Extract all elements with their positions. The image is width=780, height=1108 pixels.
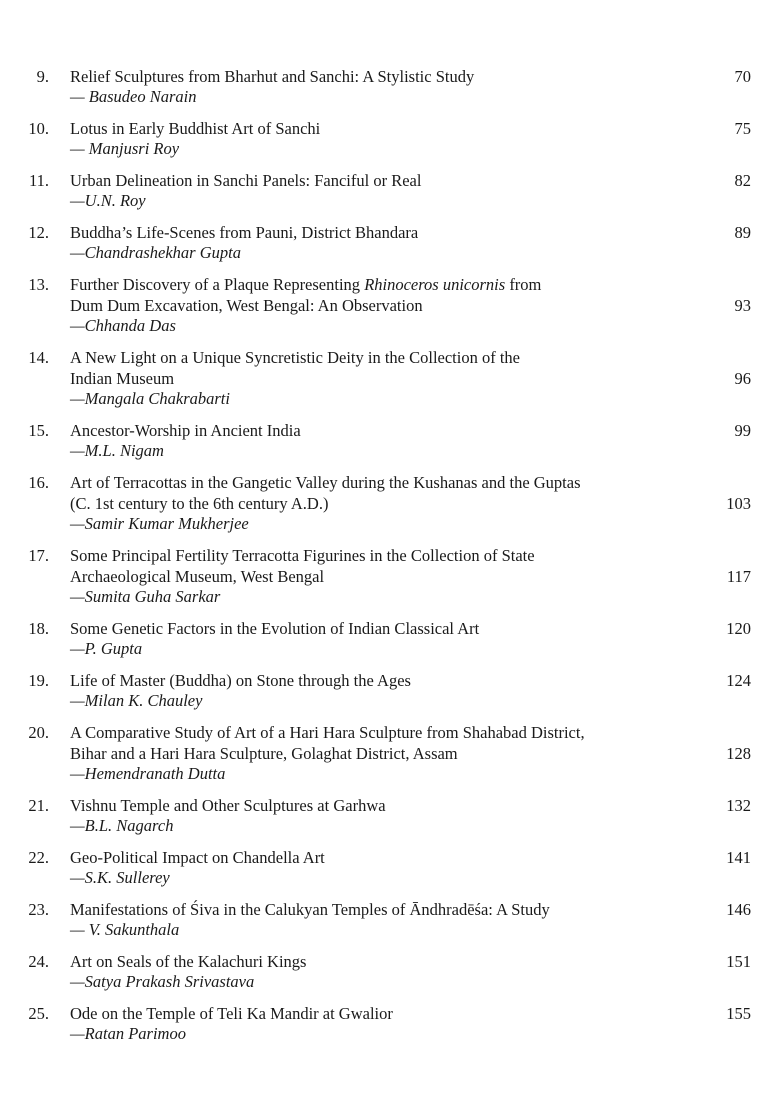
entry-number: 9. bbox=[36, 67, 49, 86]
entry-title: Archaeological Museum, West Bengal bbox=[70, 567, 325, 586]
entry-page: 151 bbox=[726, 952, 751, 971]
toc-entry bbox=[0, 118, 780, 159]
entry-page: 70 bbox=[734, 67, 751, 86]
entry-number: 11. bbox=[28, 171, 49, 190]
entry-page: 93 bbox=[734, 296, 751, 315]
toc-entry bbox=[0, 222, 780, 263]
entry-author: —Chandrashekhar Gupta bbox=[70, 243, 241, 262]
entry-author: —Ratan Parimoo bbox=[70, 1024, 186, 1043]
entry-title: Life of Master (Buddha) on Stone through the Ages bbox=[70, 671, 411, 690]
entry-author: —B.L. Nagarch bbox=[70, 816, 174, 835]
entry-page: 124 bbox=[726, 671, 751, 690]
entry-author: —Samir Kumar Mukherjee bbox=[70, 514, 249, 533]
toc-entry bbox=[0, 66, 780, 107]
entry-title: Lotus in Early Buddhist Art of Sanchi bbox=[70, 119, 321, 138]
toc-entry bbox=[0, 545, 780, 607]
entry-title: Ode on the Temple of Teli Ka Mandir at Gwalior bbox=[70, 1004, 393, 1023]
entry-page: 75 bbox=[734, 119, 751, 138]
entry-title: A New Light on a Unique Syncretistic Deity in the Collection of the bbox=[70, 348, 520, 367]
toc-entry bbox=[0, 1003, 780, 1044]
entry-number: 23. bbox=[28, 900, 49, 919]
entry-page: 96 bbox=[734, 369, 751, 388]
entry-page: 155 bbox=[726, 1004, 751, 1023]
entry-title: Some Principal Fertility Terracotta Figurines in the Collection of State bbox=[70, 546, 535, 565]
entry-author: —Mangala Chakrabarti bbox=[70, 389, 230, 408]
entry-author: —Chhanda Das bbox=[70, 316, 176, 335]
entry-number: 10. bbox=[28, 119, 49, 138]
entry-author: —Sumita Guha Sarkar bbox=[70, 587, 221, 606]
entry-author: — Manjusri Roy bbox=[70, 139, 180, 158]
entry-title: Some Genetic Factors in the Evolution of Indian Classical Art bbox=[70, 619, 480, 638]
entry-title: Geo-Political Impact on Chandella Art bbox=[70, 848, 325, 867]
toc-entry bbox=[0, 795, 780, 836]
entry-number: 22. bbox=[28, 848, 49, 867]
entry-page: 128 bbox=[726, 744, 751, 763]
toc-entry bbox=[0, 347, 780, 409]
entry-title: Art of Terracottas in the Gangetic Valley during the Kushanas and the Guptas bbox=[70, 473, 581, 492]
entry-author: —Milan K. Chauley bbox=[70, 691, 203, 710]
entry-title: Relief Sculptures from Bharhut and Sanchi: A Stylistic Study bbox=[70, 67, 475, 86]
entry-page: 132 bbox=[726, 796, 751, 815]
entry-page: 99 bbox=[734, 421, 751, 440]
entry-number: 13. bbox=[28, 275, 49, 294]
entry-number: 16. bbox=[28, 473, 49, 492]
entry-title: Urban Delineation in Sanchi Panels: Fanciful or Real bbox=[70, 171, 422, 190]
toc-entry bbox=[0, 847, 780, 888]
toc-entry bbox=[0, 899, 780, 940]
entry-page: 103 bbox=[726, 494, 751, 513]
toc-entry bbox=[0, 472, 780, 534]
entry-page: 146 bbox=[726, 900, 751, 919]
species-name: Rhinoceros unicornis bbox=[364, 275, 506, 294]
entry-title: Bihar and a Hari Hara Sculpture, Golaghat District, Assam bbox=[70, 744, 458, 763]
entry-page: 120 bbox=[726, 619, 751, 638]
toc-entry bbox=[0, 722, 780, 784]
entry-author: —Satya Prakash Srivastava bbox=[70, 972, 255, 991]
entry-number: 17. bbox=[28, 546, 49, 565]
entry-page: 141 bbox=[726, 848, 751, 867]
entry-number: 15. bbox=[28, 421, 49, 440]
entry-number: 25. bbox=[28, 1004, 49, 1023]
entry-title: from bbox=[505, 275, 542, 294]
entry-title: Indian Museum bbox=[70, 369, 175, 388]
toc-entry bbox=[0, 420, 780, 461]
toc-entry bbox=[0, 274, 780, 336]
entry-title: (C. 1st century to the 6th century A.D.) bbox=[70, 494, 329, 513]
entry-title: Vishnu Temple and Other Sculptures at Garhwa bbox=[70, 796, 386, 815]
entry-title: A Comparative Study of Art of a Hari Hara Sculpture from Shahabad District, bbox=[70, 723, 585, 742]
entry-number: 18. bbox=[28, 619, 49, 638]
entry-author: — Basudeo Narain bbox=[70, 87, 197, 106]
entry-title-line-1 bbox=[70, 274, 670, 295]
table-of-contents bbox=[0, 66, 780, 1055]
entry-title: Buddha’s Life-Scenes from Pauni, District Bhandara bbox=[70, 223, 419, 242]
entry-author: —M.L. Nigam bbox=[70, 441, 164, 460]
entry-author: —P. Gupta bbox=[70, 639, 143, 658]
entry-number: 19. bbox=[28, 671, 49, 690]
entry-title: Further Discovery of a Plaque Representing bbox=[70, 275, 365, 294]
entry-title: Manifestations of Śiva in the Calukyan Temples of Āndhradēśa: A Study bbox=[70, 900, 550, 919]
toc-entry bbox=[0, 618, 780, 659]
entry-author: —Hemendranath Dutta bbox=[70, 764, 226, 783]
entry-number: 14. bbox=[28, 348, 49, 367]
entry-author: —U.N. Roy bbox=[70, 191, 146, 210]
toc-entry bbox=[0, 951, 780, 992]
entry-number: 24. bbox=[28, 952, 49, 971]
entry-title: Ancestor-Worship in Ancient India bbox=[70, 421, 301, 440]
entry-title: Dum Dum Excavation, West Bengal: An Observation bbox=[70, 296, 423, 315]
entry-number: 20. bbox=[28, 723, 49, 742]
entry-author: — V. Sakunthala bbox=[70, 920, 180, 939]
entry-number: 12. bbox=[28, 223, 49, 242]
entry-page: 82 bbox=[734, 171, 751, 190]
entry-page: 117 bbox=[726, 567, 751, 586]
toc-entry bbox=[0, 170, 780, 211]
entry-title: Art on Seals of the Kalachuri Kings bbox=[70, 952, 307, 971]
entry-author: —S.K. Sullerey bbox=[70, 868, 170, 887]
entry-number: 21. bbox=[28, 796, 49, 815]
entry-page: 89 bbox=[734, 223, 751, 242]
toc-entry bbox=[0, 670, 780, 711]
